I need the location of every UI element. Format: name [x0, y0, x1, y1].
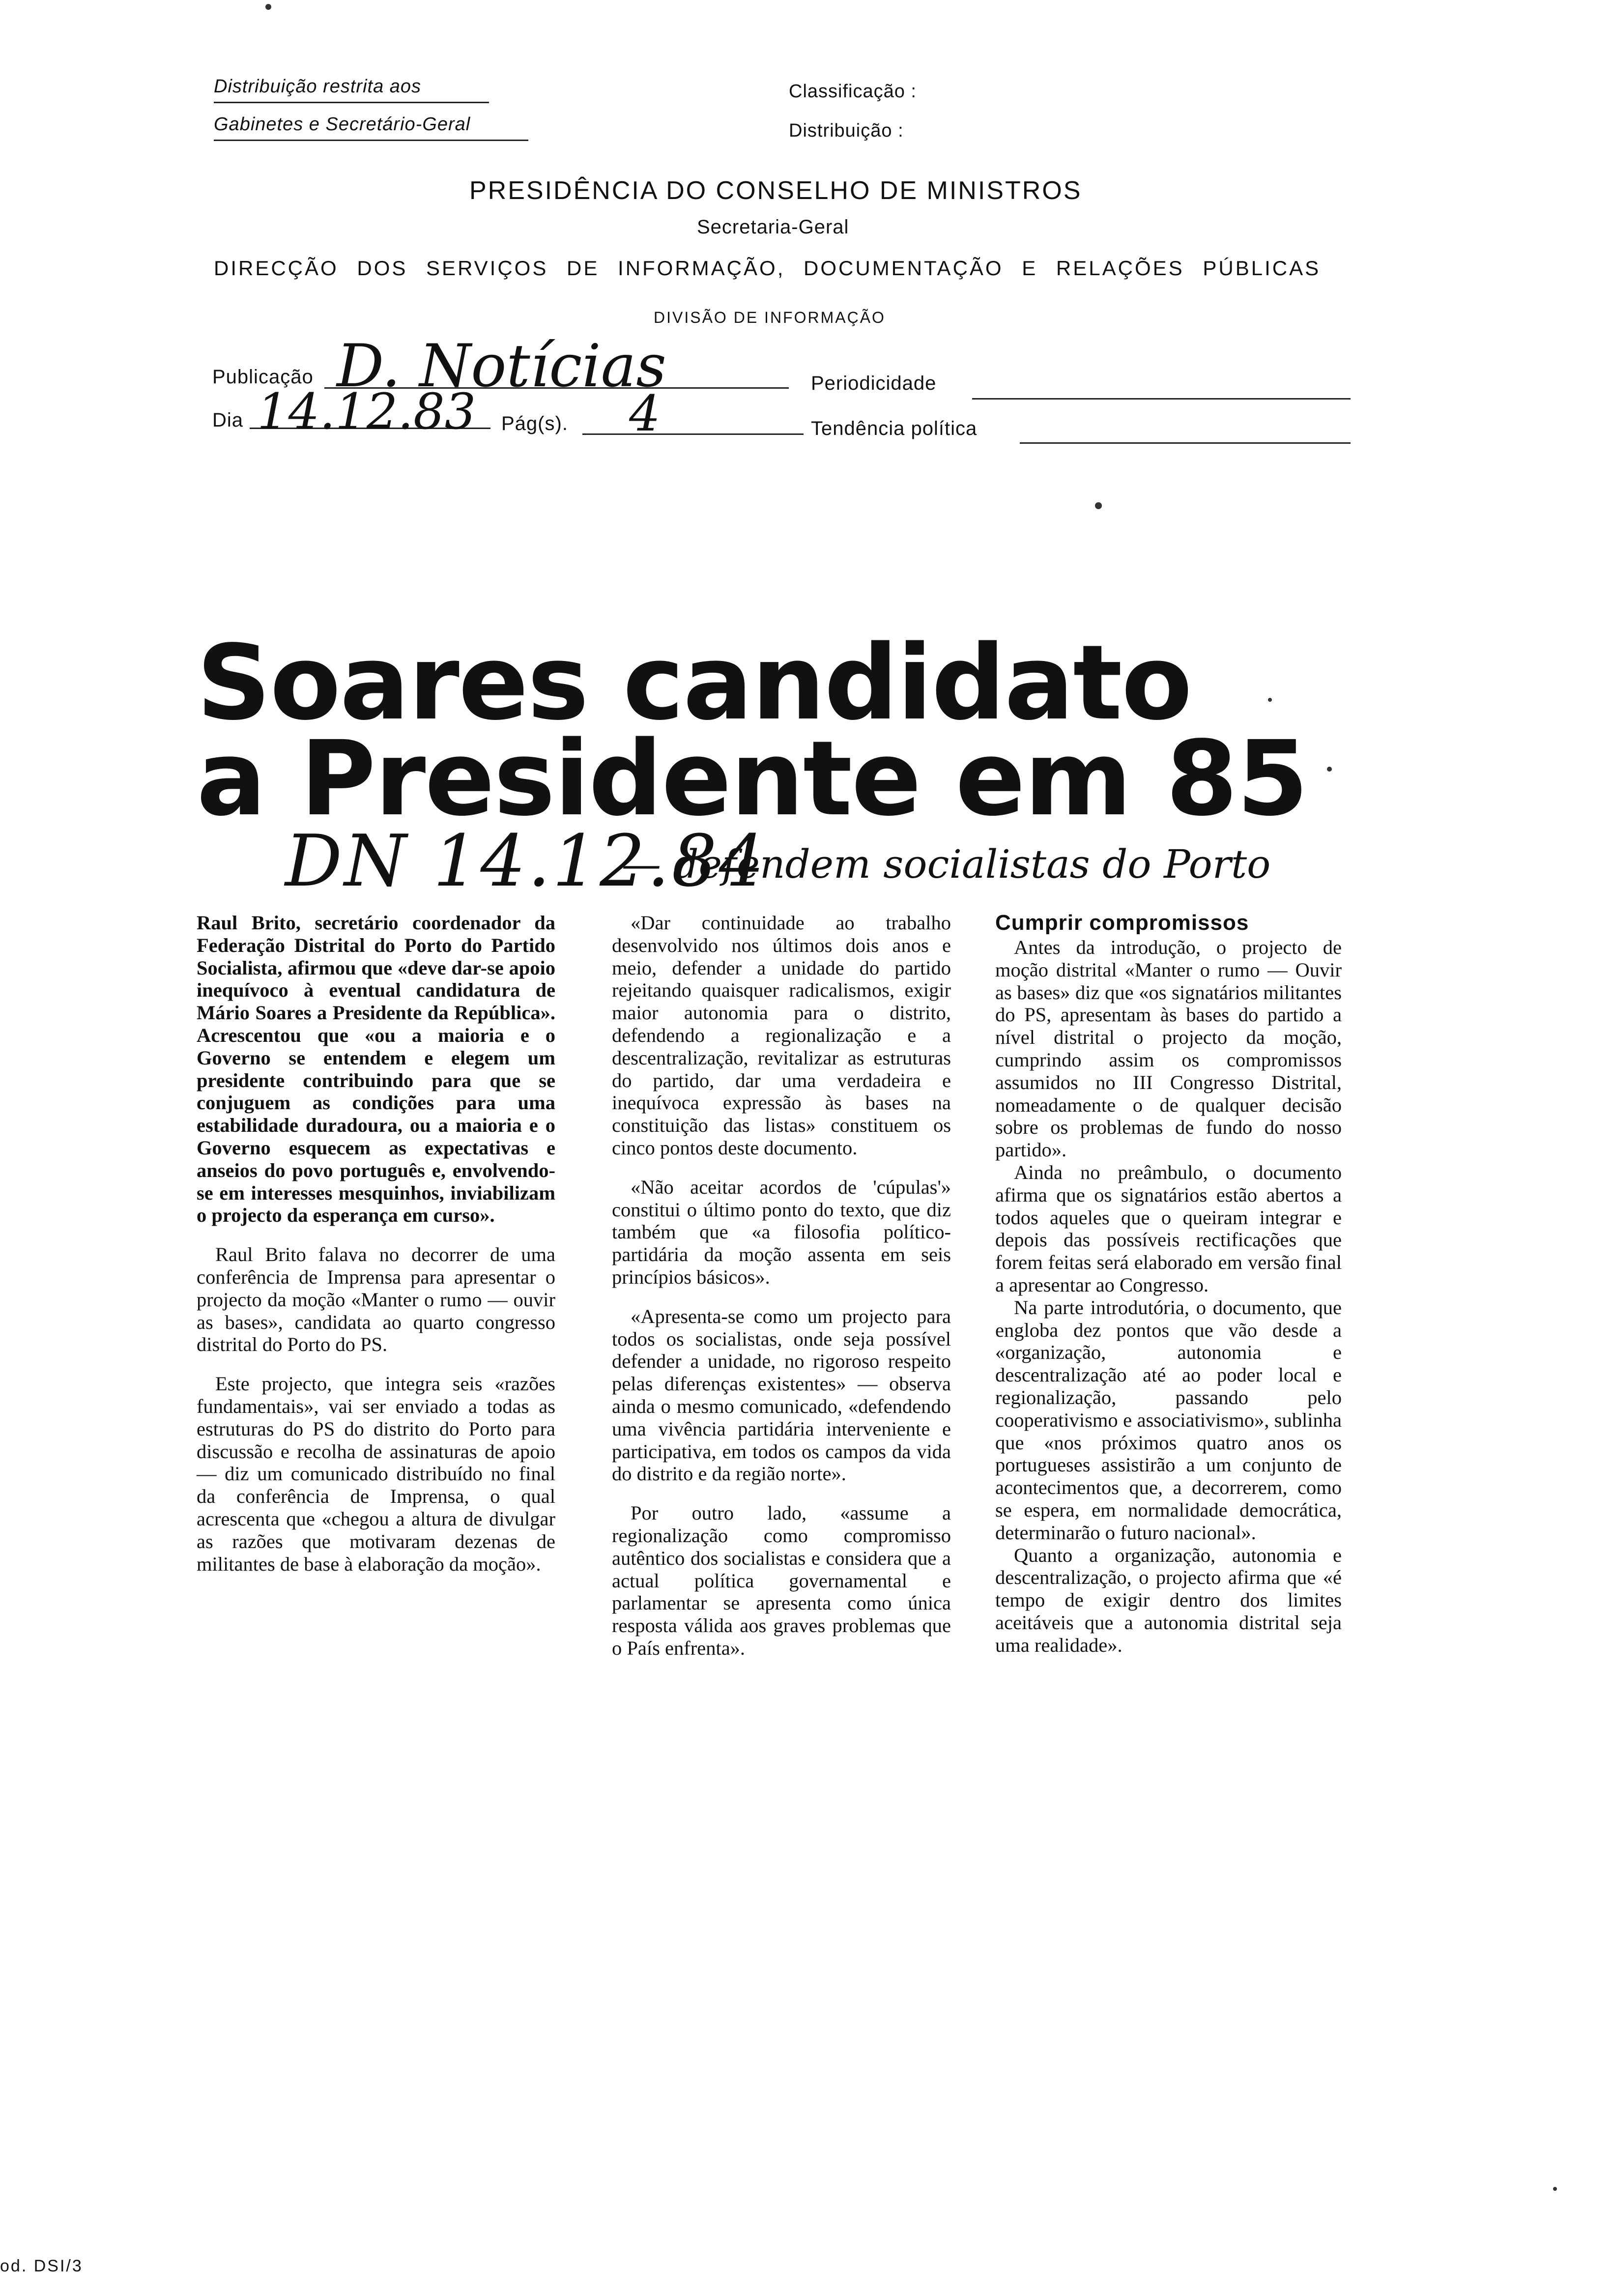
col2-paragraph-1: «Dar continuidade ao trabalho desenvolvido nos últimos dois anos e meio, defender a unidade do partido rejeitando quaisquer radicalismos, exigir maior autonomia para o distrito, defendendo a regionalização e a descentralização, revitalizar as estruturas do partido, dar uma verdadeira e inequívoca expressão às bases na constituição das listas» constituem os cinco pontos deste documento. [612, 912, 951, 1159]
handwritten-date-note: DN 14.12.84 [285, 820, 766, 903]
col1-lead-rest: Acrescentou que «ou a maioria e o Governo se entendem e elegem um presidente contribuindo para que se conjuguem as condições para uma estabilidade duradoura, ou a maioria e o Governo esquecem as expectativas e anseios do povo português e, envolvendo-se em interesses mesquinhos, inviabilizam o projecto da esperança em curso». [197, 1024, 555, 1227]
col3-paragraph-1: Antes da introdução, o projecto de moção distrital «Manter o rumo — Ouvir as bases» diz que «os signatários militantes do PS, apresentam às bases do partido a nível distrital o projecto da moção, cumprindo assim os compromissos assumidos no III Congresso Distrital, nomeadamente o de qualquer decisão sobre os problemas de fundo do nosso partido». [995, 936, 1342, 1161]
secretaria-geral: Secretaria-Geral [697, 216, 849, 238]
col2-paragraph-4: Por outro lado, «assume a regionalização como compromisso autêntico dos socialistas e considera que a actual política governamental e parlamentar se apresenta como única resposta válida aos graves problemas que o País enfrenta». [612, 1502, 951, 1659]
photocopy-speck [1095, 502, 1102, 509]
photocopy-speck [1268, 698, 1272, 702]
pags-handwritten-value: 4 [629, 385, 661, 442]
col1-lead-text: Raul Brito, secretário coordenador da Federação Distrital do Porto do Partido Socialista, afirmou que «deve dar-se apoio inequívoco à eventual candidatura de Mário Soares a Presidente da República». [197, 912, 555, 1024]
distribuicao-label: Distribuição : [789, 120, 904, 141]
photocopy-speck [1327, 767, 1332, 772]
col3-paragraph-3: Na parte introdutória, o documento, que engloba dez pontos que vão desde a «organização, autonomia e descentralização até ao poder local e regionalização, passando pelo cooperativismo e associativismo», sublinha que «nos próximos quatro anos os portugueses assistirão a um conjunto de acontecimentos que, a decorrerem, como se espera, em normalidade democrática, determinarão o futuro nacional». [995, 1296, 1342, 1544]
col1-paragraph-2: Raul Brito falava no decorrer de uma conferência de Imprensa para apresentar o projecto da moção «Manter o rumo — ouvir as bases», candidata ao quarto congresso distrital do Porto do PS. [197, 1243, 555, 1356]
photocopy-speck [265, 4, 271, 10]
periodicidade-field [972, 373, 1351, 400]
article-column-3 [995, 912, 1342, 1657]
col1-paragraph-3: Este projecto, que integra seis «razões fundamentais», vai ser enviado a todas as estruturas do PS do distrito do Porto para discussão e recolha de assinaturas de apoio — diz um comunicado distribuído no final da conferência de Imprensa, o qual acrescenta que «chegou a altura de divulgar as razões que motivaram dezenas de militantes de base à elaboração da moção». [197, 1373, 555, 1575]
subheadline: — defendem socialistas do Porto [622, 841, 1271, 887]
col3-section-heading: Cumprir compromissos [995, 911, 1249, 935]
restricted-distribution-line2: Gabinetes e Secretário-Geral [214, 109, 528, 141]
form-code: od. DSI/3 [0, 2257, 83, 2275]
pags-field [582, 385, 804, 442]
article-column-1 [197, 912, 555, 1575]
classificacao-label: Classificação : [789, 81, 917, 102]
direccao-line: DIRECÇÃO DOS SERVIÇOS DE INFORMAÇÃO, DOCUMENTAÇÃO E RELAÇÕES PÚBLICAS [214, 257, 1321, 280]
headline-line2: a Presidente em 85 [197, 718, 1308, 839]
restricted-distribution-line1: Distribuição restrita aos [214, 71, 489, 103]
col3-paragraph-2: Ainda no preâmbulo, o documento afirma que os signatários estão abertos a todos aqueles que o queiram integrar e depois das possíveis rectificações que forem feitas será elaborado em versão final a apresentar ao Congresso. [995, 1161, 1342, 1296]
dia-label: Dia [212, 409, 244, 431]
dia-field [250, 383, 490, 440]
col2-paragraph-3: «Apresenta-se como um projecto para todos os socialistas, onde seja possível defender a unidade, no rigoroso respeito pelas diferenças existentes» — observa ainda o mesmo comunicado, «defendendo uma vivência partidária interveniente e participativa, em todos os campos da vida do distrito e da região norte». [612, 1305, 951, 1485]
tendencia-politica-field [1020, 418, 1351, 444]
article-column-2 [612, 912, 951, 1660]
photocopy-speck [1553, 2187, 1557, 2191]
publicacao-handwritten-value: D. Notícias [337, 332, 666, 401]
headline-line1: Soares candidato [197, 623, 1192, 743]
tendencia-politica-label: Tendência política [811, 418, 978, 439]
col3-paragraph-4: Quanto a organização, autonomia e descentralização, o projecto afirma que «é tempo de exigir dentro dos limites aceitáveis que a autonomia distrital seja uma realidade». [995, 1544, 1342, 1656]
periodicidade-label: Periodicidade [811, 373, 937, 394]
organization-title: PRESIDÊNCIA DO CONSELHO DE MINISTROS [469, 176, 1082, 205]
col1-paragraph-1 [197, 912, 555, 1227]
dia-handwritten-value: 14.12.83 [257, 383, 476, 440]
col2-paragraph-2: «Não aceitar acordos de 'cúpulas'» constitui o último ponto do texto, que diz também que «a filosofia político-partidária da moção assenta em seis princípios básicos». [612, 1176, 951, 1288]
publicacao-label: Publicação [212, 366, 314, 388]
pags-label: Pág(s). [501, 413, 568, 434]
divisao-informacao: DIVISÃO DE INFORMAÇÃO [654, 309, 886, 326]
